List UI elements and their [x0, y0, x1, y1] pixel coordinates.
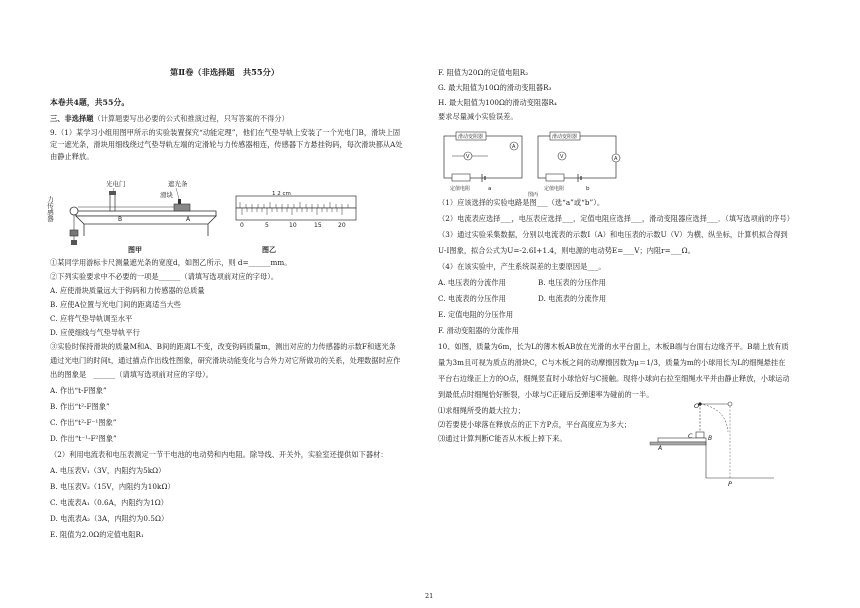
- circuit-b-voltmeter: V: [560, 154, 564, 160]
- circuit-caption: 图丙: [528, 192, 539, 198]
- part-heading-label: 三、非选择题: [50, 114, 94, 123]
- fig-jia-caption: 图甲: [128, 246, 142, 254]
- q9-option-b: B. 应使A位置与光电门间的距离适当大些: [50, 300, 182, 309]
- error-option-f: F. 滑动变阻器的分流作用: [438, 326, 519, 335]
- section-title: 第Ⅱ卷（非选择题 共55分）: [170, 67, 280, 77]
- q10-fig-label-c: C: [688, 432, 693, 440]
- circuit-b-ammeter: A: [614, 156, 618, 162]
- q10-line-3: 平台右边缘正上方的O点，细绳竖直时小球恰好与C接触。现将小球向右拉至细绳水平并由静止释放，小球运动: [438, 374, 790, 383]
- q10-line-1: 10、如图，质量为6m，长为L的薄木板AB放在光滑的水平台面上，木板B端与台面右边缘齐平。B端上放有质: [438, 342, 789, 351]
- fig-jia-label-a: A: [186, 216, 191, 223]
- q10-line-2: 量为3m且可视为质点的滑块C，C与木板之间的动摩擦因数为μ＝1/3，质量为m的小球用长为L的细绳悬挂在: [438, 358, 786, 367]
- circuit-a-voltmeter: V: [466, 154, 470, 160]
- q9-option-c: C. 应将气垫导轨调至水平: [50, 314, 133, 323]
- circuit-a-resistor-label: 定值电阻: [450, 186, 471, 192]
- circuit-b-tag: b: [586, 186, 590, 192]
- vernier-num-5: 5: [265, 222, 269, 229]
- equipment-f: F. 阻值为20Ω的定值电阻R₂: [438, 68, 529, 77]
- equipment-c: C. 电流表A₁（0.6A，内阻约为1Ω）: [50, 498, 168, 507]
- vernier-num-0: 0: [240, 222, 244, 229]
- q9-option-a: A. 应使滑块质量远大于钩码和力传感器的总质量: [50, 286, 205, 295]
- vernier-num-20: 20: [338, 222, 346, 229]
- q10-sub1: ⑴求细绳所受的最大拉力；: [438, 406, 525, 415]
- q9-sub2: ②下列实验要求中不必要的一项是______（请填写选项前对应的字母）。: [50, 272, 279, 281]
- figure-jia-apparatus: [48, 166, 228, 254]
- fig-jia-label-shutter: 遮光条: [168, 180, 188, 188]
- circuit-a-ammeter: A: [512, 144, 516, 150]
- circuit-b-rheostat-label: 滑动变阻器: [552, 134, 578, 140]
- q9-sub3-line-1: ③实验时保持滑块的质量M和A、B间的距离L不变，改变钩码质量m，测出对应的力传感器的示数F和遮光条: [50, 342, 396, 351]
- fig-jia-label-sensor: 力传感器: [46, 196, 54, 222]
- q9-sub1: ①某同学用游标卡尺测量遮光条的宽度d，如图乙所示，则 d=______mm。: [50, 258, 292, 267]
- q9-2-sub4: （4）在该实验中，产生系统误差的主要原因是___。: [438, 262, 606, 271]
- fig-jia-label-b: B: [118, 216, 123, 223]
- fig-yi-caption: 图乙: [262, 246, 276, 254]
- fig-jia-label-photogate: 光电门: [106, 180, 126, 188]
- figure-yi-vernier: [232, 190, 362, 254]
- q10-sub2: ⑵若要使小球落在释放点的正下方P点，平台高度应为多大；: [438, 420, 632, 429]
- figure-circuits: [438, 126, 628, 198]
- error-option-c: C. 电流表的分压作用: [438, 294, 506, 303]
- q9-graph-option-b: B. 作出“t²-F图象”: [50, 402, 110, 411]
- circuit-a-tag: a: [488, 186, 492, 192]
- q9-part2-intro: （2）利用电流表和电压表测定一节干电池的电动势和内电阻。除导线、开关外，实验室还提供如下器材：: [50, 450, 388, 459]
- part-heading-note: （计算题要写出必要的公式和推演过程，只写答案的不得分）: [93, 114, 289, 123]
- q10-line-4: 到最低点时细绳恰好断裂，小球与C正碰后反弹速率为碰前的一半。: [438, 390, 654, 399]
- q10-fig-label-p: P: [728, 480, 732, 488]
- error-option-b: B. 电压表的分压作用: [538, 278, 606, 287]
- q9-2-sub2: （2）电流表应选择___，电压表应选择___，定值电阻应选择___，滑动变阻器应选择___．（填写选项前的序号）: [438, 214, 794, 223]
- error-option-a: A. 电压表的分流作用: [438, 278, 506, 287]
- equipment-b: B. 电压表V₂（15V，内阻约为10kΩ）: [50, 482, 175, 491]
- vernier-main-scale: 1 2 cm: [272, 191, 291, 197]
- requirement: 要求尽量减小实验误差。: [438, 112, 518, 121]
- equipment-a: A. 电压表V₁（3V，内阻约为5kΩ）: [50, 466, 166, 475]
- error-option-d: D. 电流表的分流作用: [538, 294, 607, 303]
- equipment-e: E. 阻值为2.0Ω的定值电阻R₁: [50, 530, 144, 539]
- q9-graph-option-d: D. 作出“t⁻¹-F²图象”: [50, 434, 117, 443]
- equipment-h: H. 最大阻值为100Ω的滑动变阻器R₄: [438, 98, 557, 107]
- q9-graph-option-a: A. 作出“t-F图象”: [50, 386, 107, 395]
- q9-graph-option-c: C. 作出“t²-F⁻¹图象”: [50, 418, 117, 427]
- section-summary: 本卷共4题，共55分。: [50, 98, 130, 107]
- vernier-num-15: 15: [314, 222, 322, 229]
- equipment-g: G. 最大阻值为10Ω的滑动变阻器R₃: [438, 83, 552, 92]
- circuit-b-resistor-label: 定值电阻: [544, 186, 565, 192]
- page-number: 21: [425, 592, 434, 600]
- q9-sub3-line-3: 出的图象是 ______（请填写选项前对应的字母）。: [50, 370, 214, 379]
- fig-jia-label-slider: 滑块: [160, 191, 173, 199]
- vernier-num-10: 10: [289, 222, 297, 229]
- figure-q10: [650, 398, 780, 488]
- circuit-a-rheostat-label: 滑动变阻器: [458, 134, 484, 140]
- q9-intro-line-2: 定一遮光条，滑块用细线绕过气垫导轨左端的定滑轮与力传感器相连，传感器下方悬挂钩码，每次滑块都从A处: [50, 140, 403, 149]
- q10-sub3: ⑶通过计算判断C能否从木板上掉下来。: [438, 434, 567, 443]
- q9-option-d: D. 应使细线与气垫导轨平行: [50, 328, 140, 337]
- q9-intro-line-3: 由静止释放。: [50, 152, 94, 161]
- error-option-e: E. 定值电阻的分压作用: [438, 310, 514, 319]
- q9-2-sub1: （1）应该选择的实验电路是图___（选“a”或“b”）。: [438, 198, 605, 207]
- q9-sub3-line-2: 通过光电门的时间t，通过描点作出线性图象，研究滑块动能变化与合外力对它所做功的关系，处理数据时应作: [50, 356, 401, 365]
- q9-intro-line-1: 9.（1）某学习小组用图甲所示的实验装置探究“动能定理”，他们在气垫导轨上安装了一个光电门B，滑块上固: [50, 128, 401, 137]
- equipment-d: D. 电流表A₂（3A，内阻约为0.5Ω）: [50, 514, 169, 523]
- q10-fig-label-b: B: [708, 435, 713, 442]
- q9-2-sub3-line-1: （3）通过实验采集数据，分别以电流表的示数I（A）和电压表的示数U（V）为横、纵坐标，计算机拟合得到: [438, 230, 788, 239]
- part-heading: [50, 114, 289, 123]
- q9-2-sub3-line-2: U-I图象，拟合公式为U=-2.6I+1.4，则电源的电动势E=___V；内阻r=___Ω。: [438, 246, 695, 255]
- q10-fig-label-o: O: [694, 402, 700, 410]
- q10-fig-label-a: A: [658, 445, 663, 452]
